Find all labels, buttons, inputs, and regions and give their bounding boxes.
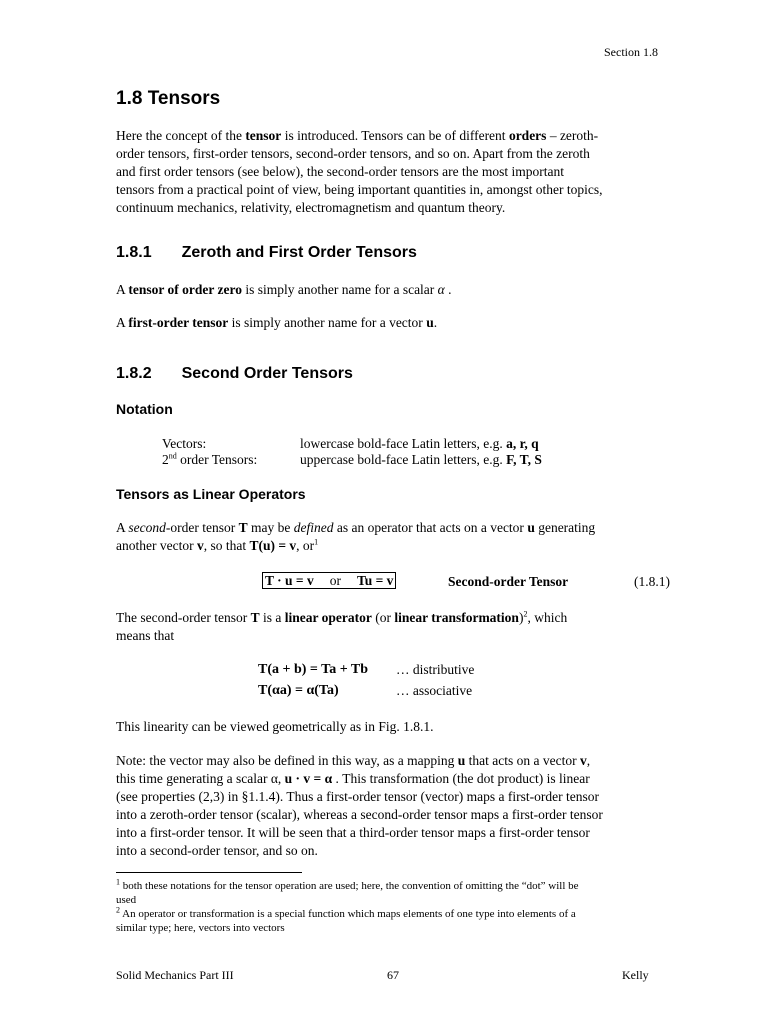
paragraph-line: into a zeroth-order tensor (scalar), whereas a second-order tensor maps a first-order tensor — [116, 807, 603, 822]
paragraph-line — [116, 609, 676, 627]
tensor-order-zero-paragraph: A tensor of order zero is simply another name for a scalar α . — [116, 282, 452, 297]
footnote-ref: 1 — [314, 537, 319, 547]
symbol: v — [580, 753, 587, 768]
text: , which — [527, 610, 568, 625]
ellipsis: … — [396, 683, 410, 698]
text: , or — [296, 538, 315, 553]
footnote-2-cont: similar type; here, vectors into vectors — [116, 922, 285, 934]
footnote-ref: 2 — [523, 609, 528, 619]
bold-term: linear transformation — [394, 610, 519, 625]
symbol: T — [238, 520, 248, 535]
equation-number: (1.8.1) — [634, 574, 670, 589]
text: ) — [518, 610, 524, 625]
text: another vector — [116, 538, 197, 553]
intro-paragraph — [116, 127, 676, 217]
section-title: Second Order Tensors — [181, 365, 353, 382]
symbol: v — [196, 538, 204, 553]
symbol: u — [426, 315, 434, 330]
label: distributive — [412, 662, 475, 677]
text: , — [586, 753, 591, 768]
text: this time generating a scalar α, — [116, 771, 285, 786]
intro-line: and first order tensors (see below), the second-order tensors are the most important — [116, 164, 564, 179]
page-number: 67 — [387, 968, 399, 982]
equation: T · u = v — [265, 573, 314, 588]
text: or — [329, 573, 341, 588]
paragraph-line: means that — [116, 628, 175, 643]
distributive-equation — [258, 661, 368, 679]
footer-left: Solid Mechanics Part III — [116, 968, 234, 982]
notation-label: Vectors: — [162, 436, 207, 451]
footnote-number: 1 — [116, 877, 120, 887]
footnotes — [116, 879, 676, 935]
linear-transformation-paragraph — [116, 609, 676, 645]
superscript: nd — [168, 451, 177, 461]
notation-desc — [300, 451, 542, 469]
paragraph-line — [116, 770, 676, 788]
symbol: T — [250, 610, 260, 625]
text: -order tensor — [165, 520, 239, 535]
italic: second — [128, 520, 166, 535]
intro-line: continuum mechanics, relativity, electromagnetism and quantum theory. — [116, 200, 506, 215]
footnote-divider — [116, 872, 302, 873]
linear-operators-heading: Tensors as Linear Operators — [116, 486, 306, 502]
associative-equation — [258, 682, 339, 700]
text: is simply another name for a scalar — [241, 282, 438, 297]
intro-line: order tensors, first-order tensors, second-order tensors, and so on. Apart from the zeroth — [116, 146, 590, 161]
paragraph-line: into a second-order tensor, and so on. — [116, 843, 318, 858]
paragraph-line: into a first-order tensor. It will be seen that a third-order tensor maps a first-order tensor — [116, 825, 590, 840]
text: is simply another name for a vector — [228, 315, 427, 330]
text: both these notations for the tensor operation are used; here, the convention of omitting the “dot” will be — [120, 880, 579, 892]
paragraph-line — [116, 752, 676, 770]
text: A — [116, 520, 129, 535]
text: The second-order tensor — [116, 610, 251, 625]
footnote-1-cont: used — [116, 894, 137, 906]
linear-operator-paragraph — [116, 519, 676, 555]
ellipsis: … — [396, 662, 410, 677]
text: , so that — [203, 538, 250, 553]
page-title — [116, 88, 220, 110]
section-number: 1.8.1 — [116, 244, 152, 261]
bold-term: linear operator — [284, 610, 372, 625]
text: uppercase bold-face Latin letters, e.g. — [300, 452, 507, 467]
text: A — [116, 282, 129, 297]
associative-label — [396, 682, 472, 700]
text: Note: the vector may also be defined in this way, as a mapping — [116, 753, 458, 768]
text: 2 — [162, 452, 169, 467]
text: that acts on a vector — [465, 753, 581, 768]
bold-term: first-order tensor — [128, 315, 229, 330]
section-header: Section 1.8 — [604, 45, 658, 59]
text: lowercase bold-face Latin letters, e.g. — [300, 436, 507, 451]
section-heading-1-8-2 — [116, 365, 353, 383]
footnote-2 — [116, 907, 676, 921]
text: generating — [534, 520, 596, 535]
equation-1-8-1 — [262, 572, 396, 590]
equation: u · v = α — [284, 771, 333, 786]
italic: defined — [293, 520, 334, 535]
intro-line: tensors from a practical point of view, being important quantities in, amongst other topics, — [116, 182, 603, 197]
text: as an operator that acts on a vector — [333, 520, 528, 535]
text: may be — [247, 520, 294, 535]
examples: a, r, q — [506, 436, 539, 451]
equation: T(a + b) = Ta + Tb — [258, 662, 369, 677]
equation-label — [448, 573, 568, 591]
section-heading-1-8-1 — [116, 244, 417, 262]
text: (or — [371, 610, 395, 625]
title-number: 1.8 — [116, 88, 143, 109]
paragraph-line: (see properties (2,3) in §1.1.4). Thus a first-order tensor (vector) maps a first-order tensor — [116, 789, 599, 804]
symbol: u — [457, 753, 466, 768]
notation-row — [162, 451, 257, 469]
footnote-number: 2 — [116, 905, 120, 915]
equation: Tu = v — [356, 573, 394, 588]
text: A — [116, 315, 129, 330]
equation: T(αa) = α(Ta) — [258, 683, 339, 698]
text: order Tensors: — [176, 452, 258, 467]
text: is a — [259, 610, 285, 625]
bold-term: tensor of order zero — [128, 282, 242, 297]
label: Second-order Tensor — [448, 574, 569, 589]
section-number: 1.8.2 — [116, 365, 152, 382]
boxed-equation — [262, 572, 396, 589]
footnote-1 — [116, 879, 676, 893]
label: associative — [412, 683, 473, 698]
geometric-sentence: This linearity can be viewed geometrically as in Fig. 1.8.1. — [116, 719, 434, 734]
paragraph-line — [116, 519, 676, 537]
title-text: Tensors — [147, 88, 221, 109]
text: . This transformation (the dot product) is linear — [332, 771, 590, 786]
equation: T(u) = v — [249, 538, 297, 553]
paragraph-line — [116, 537, 676, 555]
notation-heading: Notation — [116, 401, 173, 417]
text: An operator or transformation is a special function which maps elements of one type into elements of a — [120, 908, 576, 920]
symbol: α — [437, 282, 445, 297]
first-order-tensor-paragraph: A first-order tensor is simply another name for a vector u. — [116, 315, 438, 330]
distributive-label — [396, 661, 474, 679]
footer-right: Kelly — [622, 968, 649, 982]
intro-line: Here the concept of the tensor is introduced. Tensors can be of different orders – zeroth- — [116, 128, 599, 143]
note-paragraph — [116, 752, 676, 860]
symbol: u — [527, 520, 535, 535]
section-title: Zeroth and First Order Tensors — [181, 244, 417, 261]
examples: F, T, S — [506, 452, 542, 467]
